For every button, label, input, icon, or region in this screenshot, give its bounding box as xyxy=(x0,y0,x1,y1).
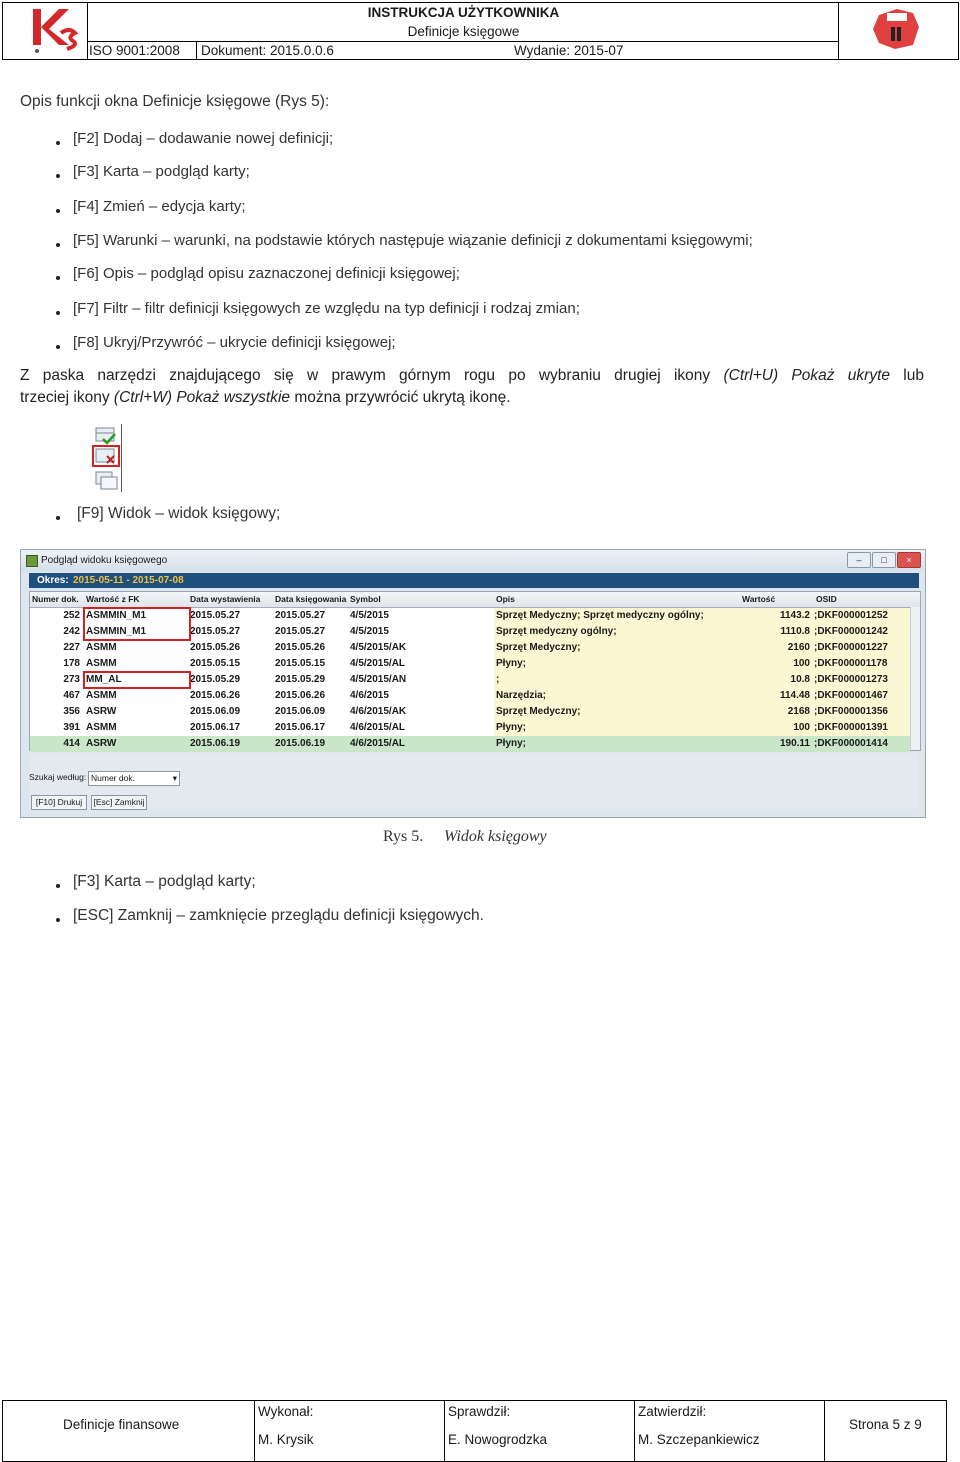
bullet-dot xyxy=(56,311,60,315)
bullet-dot xyxy=(56,141,60,145)
bullet-f3: [F3] Karta – podgląd karty; xyxy=(73,163,250,180)
bullet-f9: [F9] Widok – widok księgowy; xyxy=(77,505,281,522)
cell-book-date: 2015.05.29 xyxy=(275,674,326,685)
cell-issue-date: 2015.05.27 xyxy=(190,626,241,637)
show-active-icon xyxy=(96,428,115,443)
bullet-f4: [F4] Zmień – edycja karty; xyxy=(73,198,246,215)
footer-approved-cell xyxy=(635,1401,825,1461)
cell-num: 467 xyxy=(63,690,80,701)
bullet-dot xyxy=(56,918,60,922)
cell-symbol: 4/5/2015/AK xyxy=(350,642,407,653)
grid-header xyxy=(30,592,920,608)
bullet-dot xyxy=(56,243,60,247)
cell-fk: ASMM xyxy=(86,658,117,669)
cell-osid: ;DKF000001273 xyxy=(814,674,888,685)
figure-number: Rys 5. xyxy=(383,828,424,845)
bullet-f6: [F6] Opis – podgląd opisu zaznaczonej definicji księgowej; xyxy=(73,265,460,282)
col-description[interactable]: Opis xyxy=(496,594,515,604)
show-all-icon xyxy=(96,472,117,489)
cell-symbol: 4/6/2015/AL xyxy=(350,722,406,733)
cell-fk: ASRW xyxy=(86,706,117,717)
minimize-button[interactable]: – xyxy=(847,552,871,568)
window-title: Podgląd widoku księgowego xyxy=(41,555,168,566)
cell-num: 391 xyxy=(63,722,80,733)
cell-osid: ;DKF000001242 xyxy=(814,626,888,637)
cell-num: 273 xyxy=(63,674,80,685)
cell-description: Płyny; xyxy=(496,738,527,749)
table-row[interactable] xyxy=(30,656,910,672)
cell-description: Sprzęt Medyczny; Sprzęt medyczny ogólny; xyxy=(496,610,704,621)
cell-book-date: 2015.06.26 xyxy=(275,690,326,701)
close-button[interactable]: [Esc] Zamknij xyxy=(91,795,147,810)
table-row[interactable] xyxy=(30,688,910,704)
bullet-dot xyxy=(56,276,60,280)
cell-description: Płyny; xyxy=(496,722,527,733)
cell-symbol: 4/6/2015/AK xyxy=(350,706,407,717)
col-issue-date[interactable]: Data wystawienia xyxy=(190,594,261,604)
cell-book-date: 2015.05.27 xyxy=(275,626,326,637)
highlight-box-2 xyxy=(83,671,191,689)
doc-subtitle: Definicje księgowe xyxy=(407,24,520,39)
cell-num: 227 xyxy=(63,642,80,653)
cell-osid: ;DKF000001356 xyxy=(814,706,888,717)
footer-checked: E. Nowogrodzka xyxy=(448,1432,548,1447)
show-hidden-icon xyxy=(93,446,119,466)
cell-description: ; xyxy=(496,674,500,685)
cell-fk: ASMM xyxy=(86,690,117,701)
bullet-f2: [F2] Dodaj – dodawanie nowej definicji; xyxy=(73,130,334,147)
bullet-f7: [F7] Filtr – filtr definicji księgowych ze względu na typ definicji i rodzaj zmian; xyxy=(73,300,580,317)
cell-osid: ;DKF000001252 xyxy=(814,610,888,621)
cell-book-date: 2015.06.19 xyxy=(275,738,326,749)
cell-book-date: 2015.05.27 xyxy=(275,610,326,621)
footer-checked-label: Sprawdził: xyxy=(448,1404,511,1419)
cell-value: 2160 xyxy=(787,642,810,653)
cell-book-date: 2015.05.15 xyxy=(275,658,326,669)
cell-issue-date: 2015.05.26 xyxy=(190,642,241,653)
cell-osid: ;DKF000001414 xyxy=(814,738,888,749)
cell-book-date: 2015.06.09 xyxy=(275,706,326,717)
cell-issue-date: 2015.06.17 xyxy=(190,722,241,733)
cell-fk: MM_AL xyxy=(86,674,122,685)
window-lower-panel xyxy=(29,753,919,809)
period-value: 2015-05-11 - 2015-07-08 xyxy=(73,575,184,586)
table-row[interactable] xyxy=(30,736,910,752)
toolbar-icons xyxy=(91,424,122,492)
print-button[interactable]: [F10] Drukuj xyxy=(31,795,87,810)
paragraph-line-1: Z paska narzędzi znajdującego się w prawym górnym rogu po wybraniu drugiej ikony (Ctrl+U) Pokaż ukryte lub xyxy=(20,367,924,384)
cell-description: Sprzęt Medyczny; xyxy=(496,706,581,717)
cell-num: 178 xyxy=(63,658,80,669)
iso-label: ISO 9001:2008 xyxy=(89,43,180,58)
cell-book-date: 2015.06.17 xyxy=(275,722,326,733)
window-titlebar xyxy=(21,550,925,571)
footer-approved: M. Szczepankiewicz xyxy=(638,1432,760,1447)
cell-fk: ASMMIN_M1 xyxy=(86,626,147,637)
bullet-dot xyxy=(56,516,60,520)
footer-doc-cell xyxy=(3,1401,255,1461)
search-select[interactable] xyxy=(88,771,180,786)
col-value[interactable]: Wartość xyxy=(742,594,776,604)
cell-description: Sprzęt medyczny ogólny; xyxy=(496,626,617,637)
restore-paragraph xyxy=(20,367,924,411)
col-fk[interactable]: Wartość z FK xyxy=(86,594,140,604)
cell-description: Sprzęt Medyczny; xyxy=(496,642,581,653)
cell-num: 242 xyxy=(63,626,80,637)
cell-symbol: 4/5/2015/AN xyxy=(350,674,407,685)
cell-value: 100 xyxy=(793,658,810,669)
close-window-button[interactable]: × xyxy=(897,552,921,568)
ks-logo xyxy=(3,3,88,59)
cell-issue-date: 2015.06.26 xyxy=(190,690,241,701)
document-label: Dokument: 2015.0.0.6 xyxy=(196,42,334,60)
bullet-dot xyxy=(56,345,60,349)
cell-osid: ;DKF000001391 xyxy=(814,722,888,733)
cell-fk: ASMM xyxy=(86,642,117,653)
footer-made: M. Krysik xyxy=(258,1432,314,1447)
cell-issue-date: 2015.05.29 xyxy=(190,674,241,685)
bullet-dot xyxy=(56,209,60,213)
grid-scrollbar[interactable] xyxy=(910,607,920,750)
search-select-value: Numer dok. xyxy=(91,773,135,783)
cell-fk: ASRW xyxy=(86,738,117,749)
bullet-f3-after: [F3] Karta – podgląd karty; xyxy=(73,873,256,890)
cell-num: 414 xyxy=(63,738,80,749)
page-number: Strona 5 z 9 xyxy=(849,1417,922,1432)
cell-value: 10.8 xyxy=(790,674,810,685)
cell-osid: ;DKF000001178 xyxy=(814,658,888,669)
col-num[interactable]: Numer dok. xyxy=(32,594,79,604)
cell-value: 2168 xyxy=(787,706,810,717)
cell-description: Płyny; xyxy=(496,658,527,669)
cell-symbol: 4/6/2015/AL xyxy=(350,738,406,749)
cell-num: 252 xyxy=(63,610,80,621)
col-symbol[interactable]: Symbol xyxy=(350,594,381,604)
table-row[interactable] xyxy=(30,640,910,656)
cell-issue-date: 2015.06.19 xyxy=(190,738,241,749)
cell-osid: ;DKF000001467 xyxy=(814,690,888,701)
col-osid[interactable]: OSID xyxy=(816,594,837,604)
footer-checked-cell xyxy=(445,1401,635,1461)
cell-fk: ASMM xyxy=(86,722,117,733)
cell-symbol: 4/5/2015 xyxy=(350,610,389,621)
footer-doc: Definicje finansowe xyxy=(63,1417,180,1432)
cell-issue-date: 2015.06.09 xyxy=(190,706,241,717)
cell-symbol: 4/5/2015 xyxy=(350,626,389,637)
footer-approved-label: Zatwierdził: xyxy=(638,1404,707,1419)
chevron-down-icon: ▾ xyxy=(172,773,177,783)
cell-value: 1110.8 xyxy=(780,626,810,637)
cell-value: 190.11 xyxy=(779,738,810,749)
cell-symbol: 4/5/2015/AL xyxy=(350,658,406,669)
highlight-box-1 xyxy=(83,607,191,641)
accounting-grid xyxy=(29,591,921,751)
maximize-button[interactable]: □ xyxy=(872,552,896,568)
cell-osid: ;DKF000001227 xyxy=(814,642,888,653)
bullet-esc: [ESC] Zamknij – zamknięcie przeglądu definicji księgowych. xyxy=(73,907,484,924)
bullet-dot xyxy=(56,884,60,888)
cell-issue-date: 2015.05.27 xyxy=(190,610,241,621)
period-label: Okres: xyxy=(37,575,69,586)
page-header xyxy=(2,2,959,60)
certificate-emblem xyxy=(838,3,958,59)
cell-value: 1143.2 xyxy=(779,610,810,621)
bullet-dot xyxy=(56,174,60,178)
cell-value: 100 xyxy=(793,722,810,733)
paragraph-line-2: trzeciej ikony (Ctrl+W) Pokaż wszystkie można przywrócić ukrytą ikonę. xyxy=(20,389,511,406)
intro-text: Opis funkcji okna Definicje księgowe (Rys 5): xyxy=(20,93,330,110)
search-label: Szukaj według: xyxy=(29,772,87,782)
bullet-f8: [F8] Ukryj/Przywróć – ukrycie definicji księgowej; xyxy=(73,334,396,351)
doc-title: INSTRUKCJA UŻYTKOWNIKA xyxy=(367,5,560,20)
figure-caption: Widok księgowy xyxy=(444,828,547,845)
col-book-date[interactable]: Data księgowania xyxy=(275,594,347,604)
edition-label: Wydanie: 2015-07 xyxy=(514,43,624,58)
table-row[interactable] xyxy=(30,720,910,736)
footer-made-label: Wykonał: xyxy=(258,1404,314,1419)
cell-value: 114.48 xyxy=(779,690,810,701)
cell-fk: ASMMIN_M1 xyxy=(86,610,147,621)
table-row[interactable] xyxy=(30,704,910,720)
cell-symbol: 4/6/2015 xyxy=(350,690,389,701)
page-footer xyxy=(2,1400,947,1462)
cell-book-date: 2015.05.26 xyxy=(275,642,326,653)
period-bar xyxy=(29,573,919,588)
cell-num: 356 xyxy=(63,706,80,717)
footer-made-cell xyxy=(255,1401,445,1461)
doc-meta-row xyxy=(88,41,839,60)
cell-issue-date: 2015.05.15 xyxy=(190,658,241,669)
bullet-f5: [F5] Warunki – warunki, na podstawie których następuje wiązanie definicji z dokumentami księgowymi; xyxy=(73,232,753,249)
accounting-view-window xyxy=(20,549,926,818)
cell-description: Narzędzia; xyxy=(496,690,547,701)
app-icon xyxy=(26,555,38,567)
